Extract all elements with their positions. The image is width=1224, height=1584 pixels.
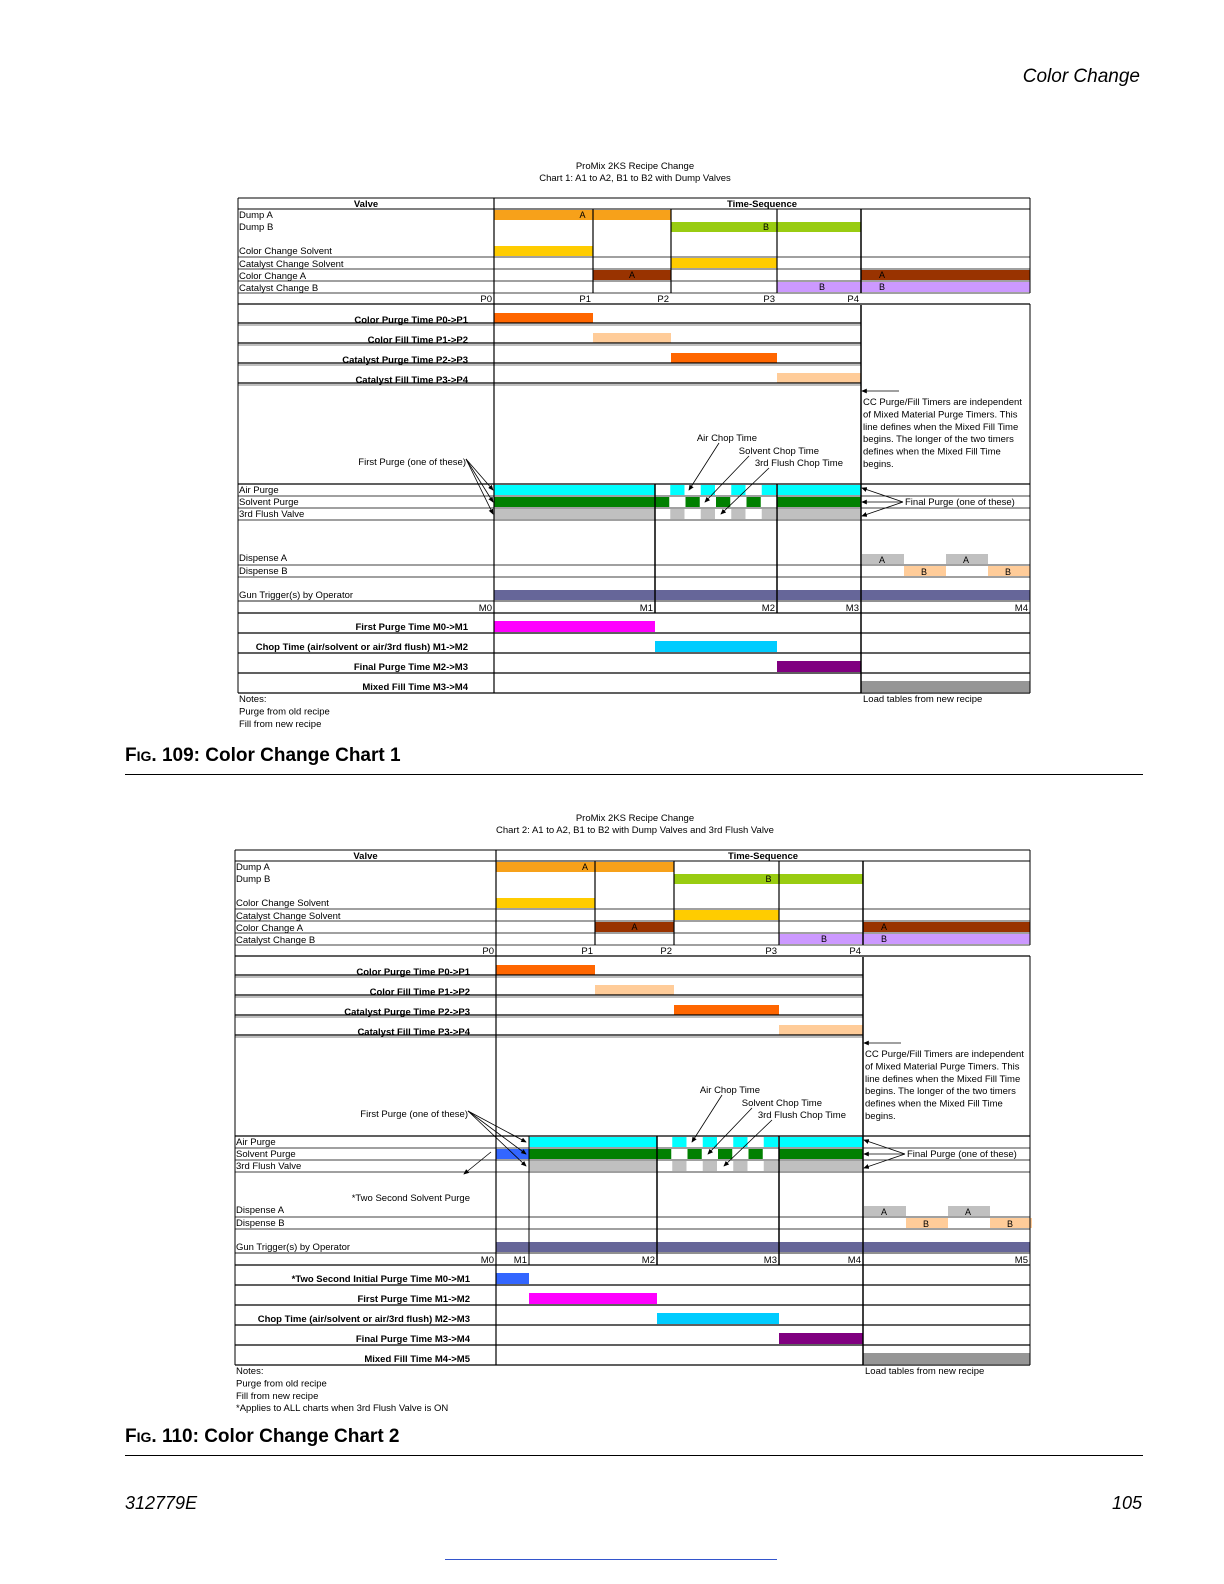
air-purge-bar: [529, 1137, 657, 1147]
cc-timer-label: Color Fill Time P1->P2: [369, 987, 470, 998]
footnote-text: Notes:: [239, 694, 267, 705]
cc-timer-bar: [779, 1025, 863, 1035]
pointer-arrow: [705, 456, 749, 502]
mix-timer-label: First Purge Time M0->M1: [355, 622, 468, 633]
valve-label: Catalyst Change Solvent: [236, 911, 341, 922]
bar-letter: B: [920, 567, 928, 577]
flush-chop-segment: [672, 1161, 686, 1171]
gun-trigger-label: Gun Trigger(s) by Operator: [236, 1242, 351, 1253]
air-chop-time-label: Air Chop Time: [696, 433, 757, 444]
solvent-chop-segment: [655, 497, 669, 507]
p-marker-label: P4: [849, 946, 861, 957]
valve-label: Catalyst Change B: [239, 283, 319, 294]
p-marker-label: P2: [657, 294, 669, 305]
flush-chop-segment: [703, 1161, 717, 1171]
bar-letter: A: [880, 1207, 888, 1217]
air-chop-time-label: Air Chop Time: [699, 1085, 760, 1096]
solvent-purge-bar: [529, 1149, 657, 1159]
flush-chop-segment: [701, 509, 715, 519]
chart-title-line-2: Chart 2: A1 to A2, B1 to B2 with Dump Valves and 3rd Flush Valve: [496, 825, 774, 836]
3rd-flush-chop-time-label: 3rd Flush Chop Time: [757, 1110, 846, 1121]
solvent-chop-segment: [747, 497, 761, 507]
pointer-arrow: [708, 1108, 752, 1154]
pointer-arrow: [689, 443, 719, 490]
flush-chop-segment: [731, 509, 745, 519]
flush-valve-bar: [529, 1161, 657, 1171]
catalyst-change-solvent-bar: [671, 258, 777, 268]
chart-title-line-1: ProMix 2KS Recipe Change: [575, 813, 695, 824]
document-number: 312779E: [125, 1493, 198, 1513]
bar-letter: B: [922, 1219, 930, 1229]
bar-letter: B: [1004, 567, 1012, 577]
m-marker-label: M3: [763, 1255, 777, 1266]
color-change-chart-2: [230, 812, 1040, 1427]
page-number: 105: [1111, 1493, 1142, 1513]
gun-trigger-bar: [494, 590, 1030, 600]
catalyst-change-b-bar: [861, 282, 1030, 292]
valve-label: Dump B: [236, 874, 271, 885]
chart-1-timeline: [230, 160, 1040, 740]
cc-timer-label: Color Fill Time P1->P2: [367, 335, 468, 346]
mix-timer-bar: [863, 1353, 1030, 1364]
chart-2-timeline: [230, 812, 1040, 1427]
section-title: Color Change: [1022, 66, 1140, 87]
mix-timer-bar: [494, 621, 655, 632]
footnote-text: Purge from old recipe: [236, 1378, 327, 1390]
catalyst-change-solvent-bar: [674, 910, 779, 920]
solvent-chop-time-label: Solvent Chop Time: [738, 446, 819, 457]
p-marker-label: P1: [579, 294, 591, 305]
mix-timer-label: Final Purge Time M2->M3: [353, 662, 468, 673]
bar-letter: B: [765, 874, 772, 884]
cc-timer-bar: [595, 985, 674, 995]
bar-letter: A: [878, 555, 886, 565]
solvent-chop-segment: [749, 1149, 763, 1159]
bar-letter: B: [820, 934, 828, 944]
m-marker-label: M2: [641, 1255, 655, 1266]
solvent-purge-bar: [494, 497, 655, 507]
pointer-arrow: [466, 459, 493, 502]
cc-note-text: defines when the Mixed Fill Time: [865, 1098, 1003, 1110]
gun-trigger-bar: [496, 1242, 1030, 1252]
m-marker-label: M0: [480, 1255, 494, 1266]
bar-letter: B: [1006, 1219, 1014, 1229]
cc-note-text: begins. The longer of the two timers: [863, 434, 1014, 446]
gun-trigger-label: Gun Trigger(s) by Operator: [239, 590, 354, 601]
mix-timer-bar: [496, 1273, 529, 1284]
pointer-arrow: [862, 488, 903, 502]
valve-label: Catalyst Change B: [236, 935, 316, 946]
dispense-a-label: Dispense A: [239, 553, 288, 564]
first-purge-label: First Purge (one of these): [358, 457, 466, 468]
air-chop-segment: [703, 1137, 717, 1147]
cc-timer-label: Catalyst Fill Time P3->P4: [357, 1027, 470, 1038]
solvent-purge-bar: [777, 497, 861, 507]
solvent-purge-bar: [779, 1149, 863, 1159]
valve-label: Color Change Solvent: [236, 898, 329, 909]
mix-timer-label: Chop Time (air/solvent or air/3rd flush) M1->M2: [255, 642, 468, 653]
footnote-text: *Applies to ALL charts when 3rd Flush Valve is ON: [236, 1403, 449, 1415]
pointer-arrow: [692, 1095, 722, 1142]
p-marker-label: P3: [763, 294, 775, 305]
air-chop-segment: [670, 485, 684, 495]
air-chop-segment: [764, 1137, 778, 1147]
mix-timer-bar: [655, 641, 777, 652]
pointer-arrow: [466, 459, 493, 514]
air-purge-bar: [779, 1137, 863, 1147]
p-marker-label: P1: [581, 946, 593, 957]
purge-valve-label: Solvent Purge: [239, 497, 299, 508]
flush-chop-segment: [762, 509, 776, 519]
pointer-arrow: [862, 502, 903, 516]
purge-valve-label: Air Purge: [236, 1137, 276, 1148]
valve-label: Color Change A: [236, 923, 304, 934]
solvent-chop-segment: [657, 1149, 671, 1159]
cc-timer-bar: [674, 1005, 779, 1015]
mix-timer-label: First Purge Time M1->M2: [357, 1294, 470, 1305]
flush-chop-segment: [733, 1161, 747, 1171]
m-marker-label: M1: [639, 603, 653, 614]
mix-timer-bar: [777, 661, 861, 672]
mix-timer-label: Mixed Fill Time M3->M4: [362, 682, 468, 693]
mix-timer-bar: [861, 681, 1030, 692]
color-change-a-bar: [861, 270, 1030, 280]
divider-rule: [125, 1455, 1143, 1456]
p-marker-label: P0: [480, 294, 492, 305]
bar-letter: A: [962, 555, 970, 565]
bar-letter: A: [964, 1207, 972, 1217]
purge-valve-label: 3rd Flush Valve: [239, 509, 305, 520]
flush-valve-bar: [779, 1161, 863, 1171]
cc-note-text: CC Purge/Fill Timers are independent: [863, 397, 1022, 408]
valve-column-header: Valve: [353, 199, 379, 210]
cc-timer-bar: [494, 313, 593, 323]
air-chop-segment: [762, 485, 776, 495]
cc-timer-label: Color Purge Time P0->P1: [356, 967, 470, 978]
m-marker-label: M0: [478, 603, 492, 614]
catalyst-change-b-bar: [863, 934, 1030, 944]
cc-timer-bar: [593, 333, 671, 343]
cc-timer-bar: [777, 373, 861, 383]
flush-chop-segment: [670, 509, 684, 519]
cc-note-text: defines when the Mixed Fill Time: [863, 446, 1001, 458]
p-marker-label: P2: [660, 946, 672, 957]
footnote-text: Notes:: [236, 1366, 264, 1377]
valve-label: Color Change A: [239, 271, 307, 282]
cc-note-text: begins.: [865, 1111, 896, 1122]
valve-label: Color Change Solvent: [239, 246, 332, 257]
bar-letter: A: [628, 270, 636, 280]
color-change-solvent-bar: [496, 898, 595, 908]
mix-timer-bar: [529, 1293, 657, 1304]
footnote-text: Purge from old recipe: [239, 706, 330, 718]
pointer-arrow: [864, 1154, 905, 1168]
time-sequence-column-header: Time-Sequence: [726, 199, 798, 210]
bar-letter: A: [878, 270, 886, 280]
valve-label: Catalyst Change Solvent: [239, 259, 344, 270]
blank-cell: [496, 1161, 529, 1171]
pointer-arrow: [464, 1152, 491, 1174]
mix-timer-label: Mixed Fill Time M4->M5: [364, 1354, 470, 1365]
solvent-chop-segment: [686, 497, 700, 507]
mix-timer-label: *Two Second Initial Purge Time M0->M1: [291, 1274, 470, 1285]
air-purge-bar: [494, 485, 655, 495]
cc-timer-label: Catalyst Purge Time P2->P3: [344, 1007, 470, 1018]
solvent-chop-time-label: Solvent Chop Time: [741, 1098, 822, 1109]
time-sequence-column-header: Time-Sequence: [727, 851, 799, 862]
cc-timer-bar: [671, 353, 777, 363]
p-marker-label: P0: [482, 946, 494, 957]
m-marker-label: M2: [761, 603, 775, 614]
purge-valve-label: Solvent Purge: [236, 1149, 296, 1160]
cc-note-text: of Mixed Material Purge Timers. This: [865, 1061, 1020, 1073]
two-second-solvent-purge-note: *Two Second Solvent Purge: [351, 1193, 470, 1204]
valve-label: Dump A: [239, 210, 273, 221]
color-change-solvent-bar: [494, 246, 593, 256]
m-marker-label: M5: [1014, 1255, 1028, 1266]
cc-note-text: CC Purge/Fill Timers are independent: [865, 1049, 1024, 1060]
load-tables-note: Load tables from new recipe: [865, 1366, 985, 1377]
final-purge-label: Final Purge (one of these): [905, 497, 1015, 508]
chart-title-line-1: ProMix 2KS Recipe Change: [575, 161, 695, 172]
color-change-chart-1: [230, 160, 1040, 740]
bar-letter: A: [579, 210, 586, 220]
load-tables-note: Load tables from new recipe: [863, 694, 983, 705]
p-marker-label: P3: [765, 946, 777, 957]
bar-letter: A: [631, 922, 638, 932]
figure-caption-2: FIG. 110: Color Change Chart 2: [125, 1426, 400, 1447]
pointer-arrow: [468, 1111, 526, 1154]
mix-timer-label: Final Purge Time M3->M4: [355, 1334, 470, 1345]
first-purge-label: First Purge (one of these): [360, 1109, 468, 1120]
bar-letter: B: [762, 222, 770, 232]
solvent-chop-segment: [718, 1149, 732, 1159]
figure-caption-1: FIG. 109: Color Change Chart 1: [125, 745, 401, 766]
footnote-text: Fill from new recipe: [239, 718, 322, 730]
bar-letter: A: [880, 922, 888, 932]
bar-letter: A: [581, 862, 589, 872]
m-marker-label: M1: [513, 1255, 527, 1266]
dispense-b-label: Dispense B: [239, 566, 288, 577]
cc-timer-bar: [496, 965, 595, 975]
cc-timer-label: Color Purge Time P0->P1: [354, 315, 468, 326]
mix-timer-bar: [779, 1333, 863, 1344]
bar-letter: B: [880, 934, 888, 944]
valve-column-header: Valve: [353, 851, 378, 862]
bar-letter: B: [878, 282, 886, 292]
air-chop-segment: [731, 485, 745, 495]
p-marker-label: P4: [847, 294, 859, 305]
footnote-text: Fill from new recipe: [236, 1390, 319, 1402]
link-underline: [445, 1559, 777, 1560]
m-marker-label: M4: [847, 1255, 861, 1266]
pointer-arrow: [466, 459, 493, 490]
flush-valve-bar: [494, 509, 655, 519]
color-change-a-bar: [863, 922, 1030, 932]
valve-label: Dump A: [236, 862, 270, 873]
chart-title-line-2: Chart 1: A1 to A2, B1 to B2 with Dump Valves: [539, 173, 731, 184]
flush-chop-segment: [764, 1161, 778, 1171]
flush-valve-bar: [777, 509, 861, 519]
cc-timer-label: Catalyst Fill Time P3->P4: [355, 375, 468, 386]
m-marker-label: M4: [1014, 603, 1028, 614]
cc-note-text: line defines when the Mixed Fill Time: [865, 1073, 1021, 1085]
purge-valve-label: 3rd Flush Valve: [236, 1161, 302, 1172]
mix-timer-label: Chop Time (air/solvent or air/3rd flush) M2->M3: [257, 1314, 470, 1325]
cc-note-text: of Mixed Material Purge Timers. This: [863, 409, 1018, 421]
valve-label: Dump B: [239, 222, 274, 233]
3rd-flush-chop-time-label: 3rd Flush Chop Time: [754, 458, 843, 469]
cc-note-text: begins.: [863, 459, 894, 470]
cc-note-text: begins. The longer of the two timers: [865, 1086, 1016, 1098]
purge-valve-label: Air Purge: [239, 485, 279, 496]
two-second-purge-bar: [496, 1149, 529, 1159]
divider-rule: [125, 774, 1143, 775]
mix-timer-bar: [657, 1313, 779, 1324]
air-chop-segment: [672, 1137, 686, 1147]
air-purge-bar: [777, 485, 861, 495]
final-purge-label: Final Purge (one of these): [907, 1149, 1017, 1160]
dispense-a-label: Dispense A: [236, 1205, 285, 1216]
cc-timer-label: Catalyst Purge Time P2->P3: [342, 355, 468, 366]
pointer-arrow: [468, 1111, 526, 1142]
m-marker-label: M3: [845, 603, 859, 614]
cc-note-text: line defines when the Mixed Fill Time: [863, 421, 1019, 433]
pointer-arrow: [864, 1140, 905, 1154]
solvent-chop-segment: [716, 497, 730, 507]
bar-letter: B: [818, 282, 826, 292]
dispense-b-label: Dispense B: [236, 1218, 285, 1229]
solvent-chop-segment: [688, 1149, 702, 1159]
